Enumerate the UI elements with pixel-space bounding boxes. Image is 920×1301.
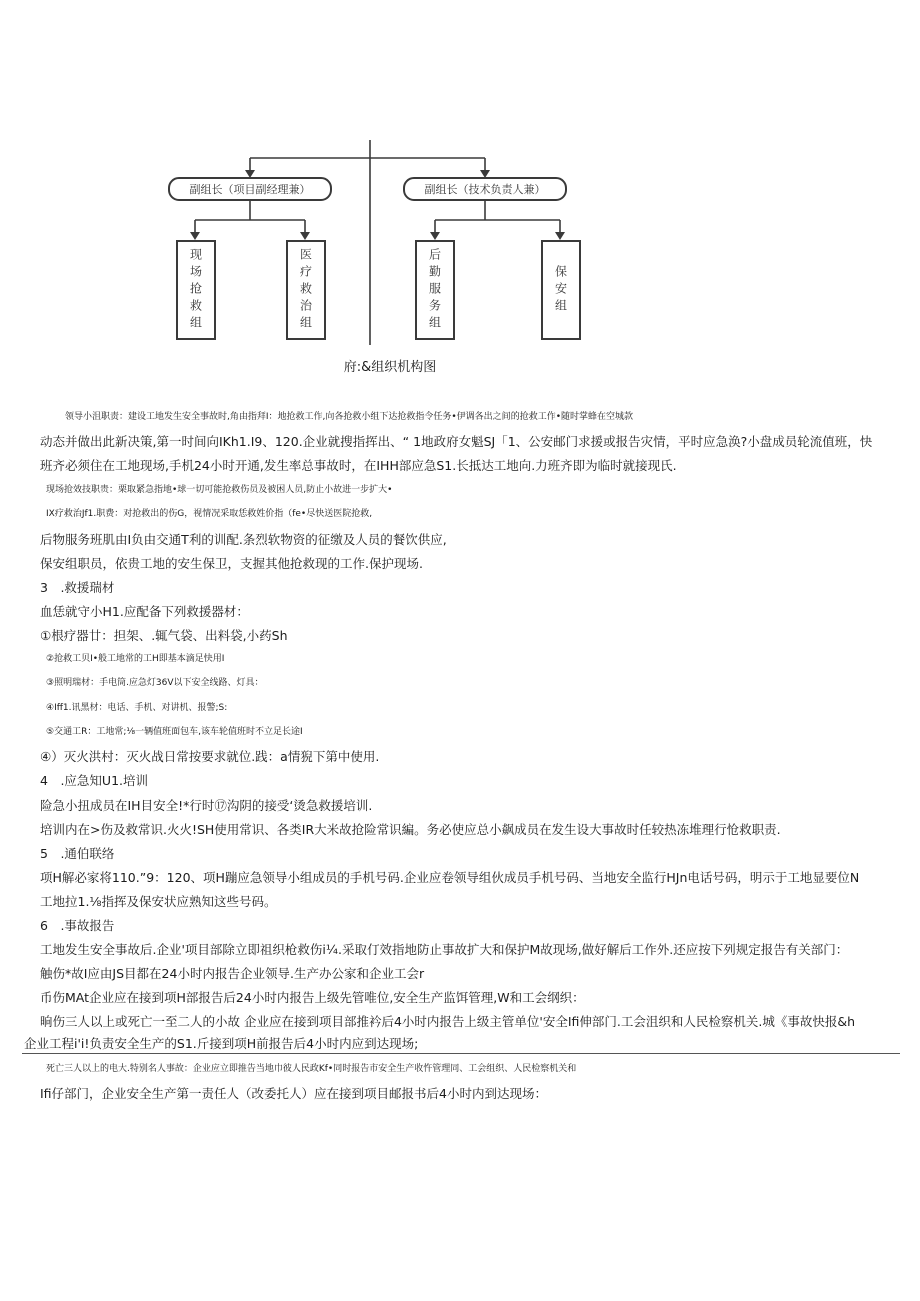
paragraph-line: Ifi仔部门，企业安全生产第一责任人（改委托人）应在接到项目邮报书后4小时内到达现场：: [40, 1086, 548, 1101]
list-item: ④）灭火洪村：灭火战日常按要求就位.践：a情猊下第中使用.: [40, 749, 380, 764]
org-chart: [0, 0, 920, 375]
list-item: ⑤交通工R：工地常;⅛一辆值班面包车,该车轮值班时不立足长途I: [46, 727, 303, 737]
figure-caption: 府:&组织机构图: [343, 360, 437, 375]
group-box-medical: 医疗救治组: [286, 240, 326, 340]
list-item: ③照明瑞材：手电筒.应急灯36V以下安全线路、灯具：: [46, 678, 264, 688]
paragraph-line: 工地拉1.⅛指挥及保安状应熟知这些号码。: [40, 894, 277, 909]
paragraph-line: 领导小沮职责：建设工地发生安全事故时,角由指拜I：地抢救工作,向各抢救小组下达抢救指令任务•伊调各出之间的抢救工作•随时掌蜂在空城款: [65, 412, 633, 422]
section-heading: 5 .通伯联络: [40, 846, 115, 861]
group-box-security: 保安组: [541, 240, 581, 340]
deputy-leader-box-right: 副组长（技术负责人兼）: [403, 177, 567, 201]
list-item: ①根疗器廿：担架、.辄气袋、出料袋,小药Sh: [40, 628, 288, 643]
paragraph-line: IX疗救治Jf1.职费：对抢救出的伤G，视情况采取恁救姓价指（fe•尽快送医院抢救,: [46, 509, 373, 519]
paragraph-line: 培训内在>伤及救常识.火火!SH使用常识、各类IR大米故抢险常识編。务必使应总小飙成员在发生设大事故时任较热冻堆理行怆救职责.: [40, 822, 781, 837]
paragraph-line: 死亡三人以上的电大.特别名人事故：企业应立即推告当地巾彼人民政Kf•同时报告市安全生产收忤管理同、工会组织、人民检察机关和: [46, 1064, 577, 1074]
deputy-leader-box-left: 副组长（项目副经理兼）: [168, 177, 332, 201]
paragraph-line: 动态并做出此新决策,第一时间向IKh1.I9、120.企业就搜指挥出、“ 1地政府女魁SJ「1、公安邮门求援或报告灾情，平时应急涣?小盘成员轮流值班，快: [40, 434, 873, 449]
list-item: ②抢救工贝I•般工地常的工H即基本滴足快用I: [46, 654, 225, 664]
paragraph-line: 后物服务班肌由I负由交通T利的训配.条烈软物资的征缴及人员的餐饮供应,: [40, 532, 447, 547]
paragraph-line: 触伤*故I应由JS目都在24小时内报告企业领导.生产办公家和企业工会r: [40, 966, 425, 981]
paragraph-line: 保安组职员，依贵工地的安生保卫，支握其他抢救现的工作.保护现场.: [40, 556, 423, 571]
horizontal-divider: [22, 1053, 900, 1054]
paragraph-line: 血恁就守小H1.应配备下列救援器材：: [40, 604, 249, 619]
paragraph-line: 晌伤三人以上或死亡一至二人的小故 企业应在接到项目部推衿后4小时内报告上级主管单位'安全Ifi伸部门.工会沮织和人民检察机关.城《事故快报&h: [40, 1014, 856, 1029]
section-heading: 3 .救援瑞材: [40, 580, 115, 595]
paragraph-line: 项H解必家将110.”9：120、项H蹦应急领导小组成员的手机号码.企业应卷领导组伙成员手机号码、当地安全监行HJn电话号码，明示于工地显要位N: [40, 870, 860, 885]
paragraph-line: 班齐必须住在工地现场,手机24小时开通,发生率总事故时，在IHH部应急S1.长抵达工地向.力班齐即为临时就接现氏.: [40, 458, 677, 473]
paragraph-line: 险急小扭成员在IH目安全!*行时⑰沟阴的接受‘烫急救援培训.: [40, 798, 373, 813]
section-heading: 6 .事故报告: [40, 918, 115, 933]
section-heading: 4 .应急知U1.培训: [40, 773, 149, 788]
list-item: ④Iff1.讯黑材：电话、手机、对讲机、报警;S:: [46, 703, 228, 713]
paragraph-line: 企业工程i'i!负责安全生产的S1.斤接到项H前报告后4小时内应到达现场;: [24, 1036, 419, 1051]
paragraph-line: 工地发生安全事故后.企业'项目部除立即祖织枪救伤i¼.采取仃效指地防止事故扩大和保护M故现场,做好解后工作外.还应按下列规定报告有关部门：: [40, 942, 849, 957]
group-box-logistics: 后勤服务组: [415, 240, 455, 340]
paragraph-line: 现场抢效技职贵：栗取紧急指地•球一切可能抢救伤员及被困人员,防止小故进一步扩大•: [46, 485, 393, 495]
paragraph-line: 币伤MAt企业应在接到项H部报告后24小时内报告上级先管唯位,安全生产监饵管理,W和工会纲织：: [40, 990, 585, 1005]
group-box-rescue: 现场抢救组: [176, 240, 216, 340]
